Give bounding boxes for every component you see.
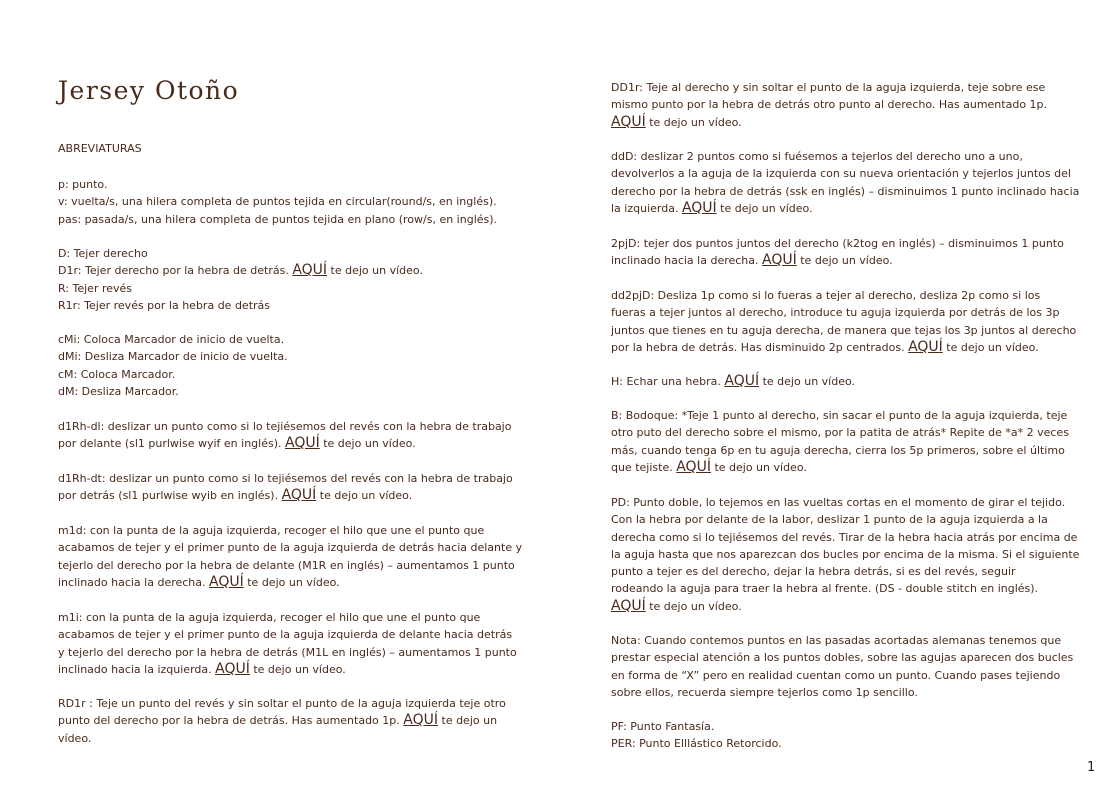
entry-rd1r: RD1r : Teje un punto del revés y sin soltar el punto de la aguja izquierda teje otro punto del derecho por la hebra de detrás. Has aumentado 1p. AQUÍ te dejo un vídeo. [58, 697, 506, 745]
entry-m1d: m1d: con la punta de la aguja izquierda, recoger el hilo que une el punto que acabamos de tejer y el primer punto de la aguja izquierda de detrás hacia delante y tejerlo del derecho por la hebra de delante (M1R en inglés) – aumentamos 1 punto inclinado hacia la derecha. AQUÍ te dejo un vídeo. [58, 524, 523, 590]
entry-pf-per: PF: Punto Fantasía. PER: Punto Elllástico Retorcido. [611, 720, 782, 751]
video-link-h[interactable]: AQUÍ [724, 373, 760, 389]
video-link-pd[interactable]: AQUÍ [611, 597, 646, 614]
entry-dd1r: DD1r: Teje al derecho y sin soltar el punto de la aguja izquierda, teje sobre ese mismo punto por la hebra de detrás otro punto al derecho. Has aumentado 1p. AQUÍ te dejo un vídeo. [611, 81, 1048, 130]
video-link-m1i[interactable]: AQUÍ [215, 660, 250, 677]
video-link-d1rh-dt[interactable]: AQUÍ [281, 487, 317, 504]
entry-m1i: m1i: con la punta de la aguja izquierda, recoger el hilo que une el punto que acabamos de tejer y el primer punto de la aguja izquierda de delante hacia detrás y tejerlo del derecho por la hebra de detrás (M1L en inglés) – aumentamos 1 punto inclinado hacia la izquierda. AQUÍ te dejo un vídeo. [58, 611, 517, 677]
page-number: 1 [1087, 760, 1096, 775]
entry-d-r: D: Tejer derecho D1r: Tejer derecho por la hebra de detrás. AQUÍ te dejo un vídeo. R: Tejer revés R1r: Tejer revés por la hebra de detrás [58, 247, 423, 312]
entry-p-v-pas: p: punto. v: vuelta/s, una hilera completa de puntos tejida en circular(round/s, en inglés). pas: pasada/s, una hilera completa de puntos tejida en plano (row/s, en inglés). [58, 178, 498, 226]
entry-dd2pjd: dd2pjD: Desliza 1p como si lo fueras a tejer al derecho, desliza 2p como si los fueras a tejer juntos al derecho, introduce tu aguja izquierda por detrás de los 3p juntos que tienes en tu aguja derecha, de manera que tejas los 3p juntos al derecho por la hebra de detrás. Has disminuido 2p centrados. AQUÍ te dejo un vídeo. [611, 289, 1077, 355]
entry-ddd: ddD: deslizar 2 puntos como si fuésemos a tejerlos del derecho uno a uno, devolverlos a la aguja de la izquierda con su nueva orientación y tejerlos juntos del derecho por la hebra de detrás (ssk en inglés) – disminuimos 1 punto inclinado hacia la izquierda. AQUÍ te dejo un vídeo. [611, 150, 1080, 216]
video-link-d1r[interactable]: AQUÍ [292, 262, 328, 279]
entry-h: H: Echar una hebra. AQUÍ te dejo un vídeo. [611, 373, 856, 389]
video-link-d1rh-dl[interactable]: AQUÍ [285, 435, 320, 452]
document-title: Jersey Otoño [58, 76, 240, 105]
video-link-bodoque[interactable]: AQUÍ [676, 458, 711, 475]
entry-d1rh-dt: d1Rh-dt: deslizar un punto como si lo tejiésemos del revés con la hebra de trabajo por detrás (sl1 purlwise wyib en inglés). AQUÍ te dejo un vídeo. [58, 472, 513, 504]
entry-markers: cMi: Coloca Marcador de inicio de vuelta. dMi: Desliza Marcador de inicio de vuelta. cM: Coloca Marcador. dM: Desliza Marcador. [58, 333, 288, 398]
video-link-m1d[interactable]: AQUÍ [209, 573, 244, 590]
section-heading-abreviaturas: ABREVIATURAS [58, 142, 142, 155]
entry-bodoque: B: Bodoque: *Teje 1 punto al derecho, sin sacar el punto de la aguja izquierda, teje otro puto del derecho sobre el mismo, por la patita de atrás* Repite de *a* 2 veces más, cuando tenga 6p en tu aguja derecha, cierra los 5p primeros, sobre el último que tejiste. AQUÍ te dejo un vídeo. [611, 409, 1069, 475]
video-link-dd1r[interactable]: AQUÍ [611, 113, 646, 130]
entry-2pjd: 2pjD: tejer dos puntos juntos del derecho (k2tog en inglés) – disminuimos 1 punto inclinado hacia la derecha. AQUÍ te dejo un vídeo. [611, 237, 1064, 269]
video-link-dd2pjd[interactable]: AQUÍ [908, 338, 943, 355]
video-link-2pjd[interactable]: AQUÍ [762, 252, 797, 269]
entry-nota: Nota: Cuando contemos puntos en las pasadas acortadas alemanas tenemos que prestar especial atención a los puntos dobles, sobre las agujas aparecen dos bucles en forma de “X” pero en realidad cuentan como un punto. Cuando pases tejiendo sobre ellos, recuerda siempre tejerlos como 1p sencillo. [611, 634, 1074, 699]
entry-pd: PD: Punto doble, lo tejemos en las vueltas cortas en el momento de girar el tejido. Con la hebra por delante de la labor, deslizar 1 punto de la aguja izquierda a la derecha como si lo tejiésemos del revés. Tirar de la hebra hacia atrás por encima de la aguja hasta que nos aparezcan dos bucles por encima de la misma. Si el siguiente punto a tejer es del derecho, dejar la hebra detrás, si es del revés, seguir rodeando la aguja para traer la hebra al frente. (DS - double stitch en inglés). AQUÍ te dejo un vídeo. [611, 496, 1080, 614]
entry-d1rh-dl: d1Rh-dl: deslizar un punto como si lo tejiésemos del revés con la hebra de trabajo por delante (sl1 purlwise wyif en inglés). AQUÍ te dejo un vídeo. [58, 420, 512, 452]
video-link-rd1r[interactable]: AQUÍ [403, 712, 438, 729]
video-link-ddd[interactable]: AQUÍ [681, 199, 717, 216]
